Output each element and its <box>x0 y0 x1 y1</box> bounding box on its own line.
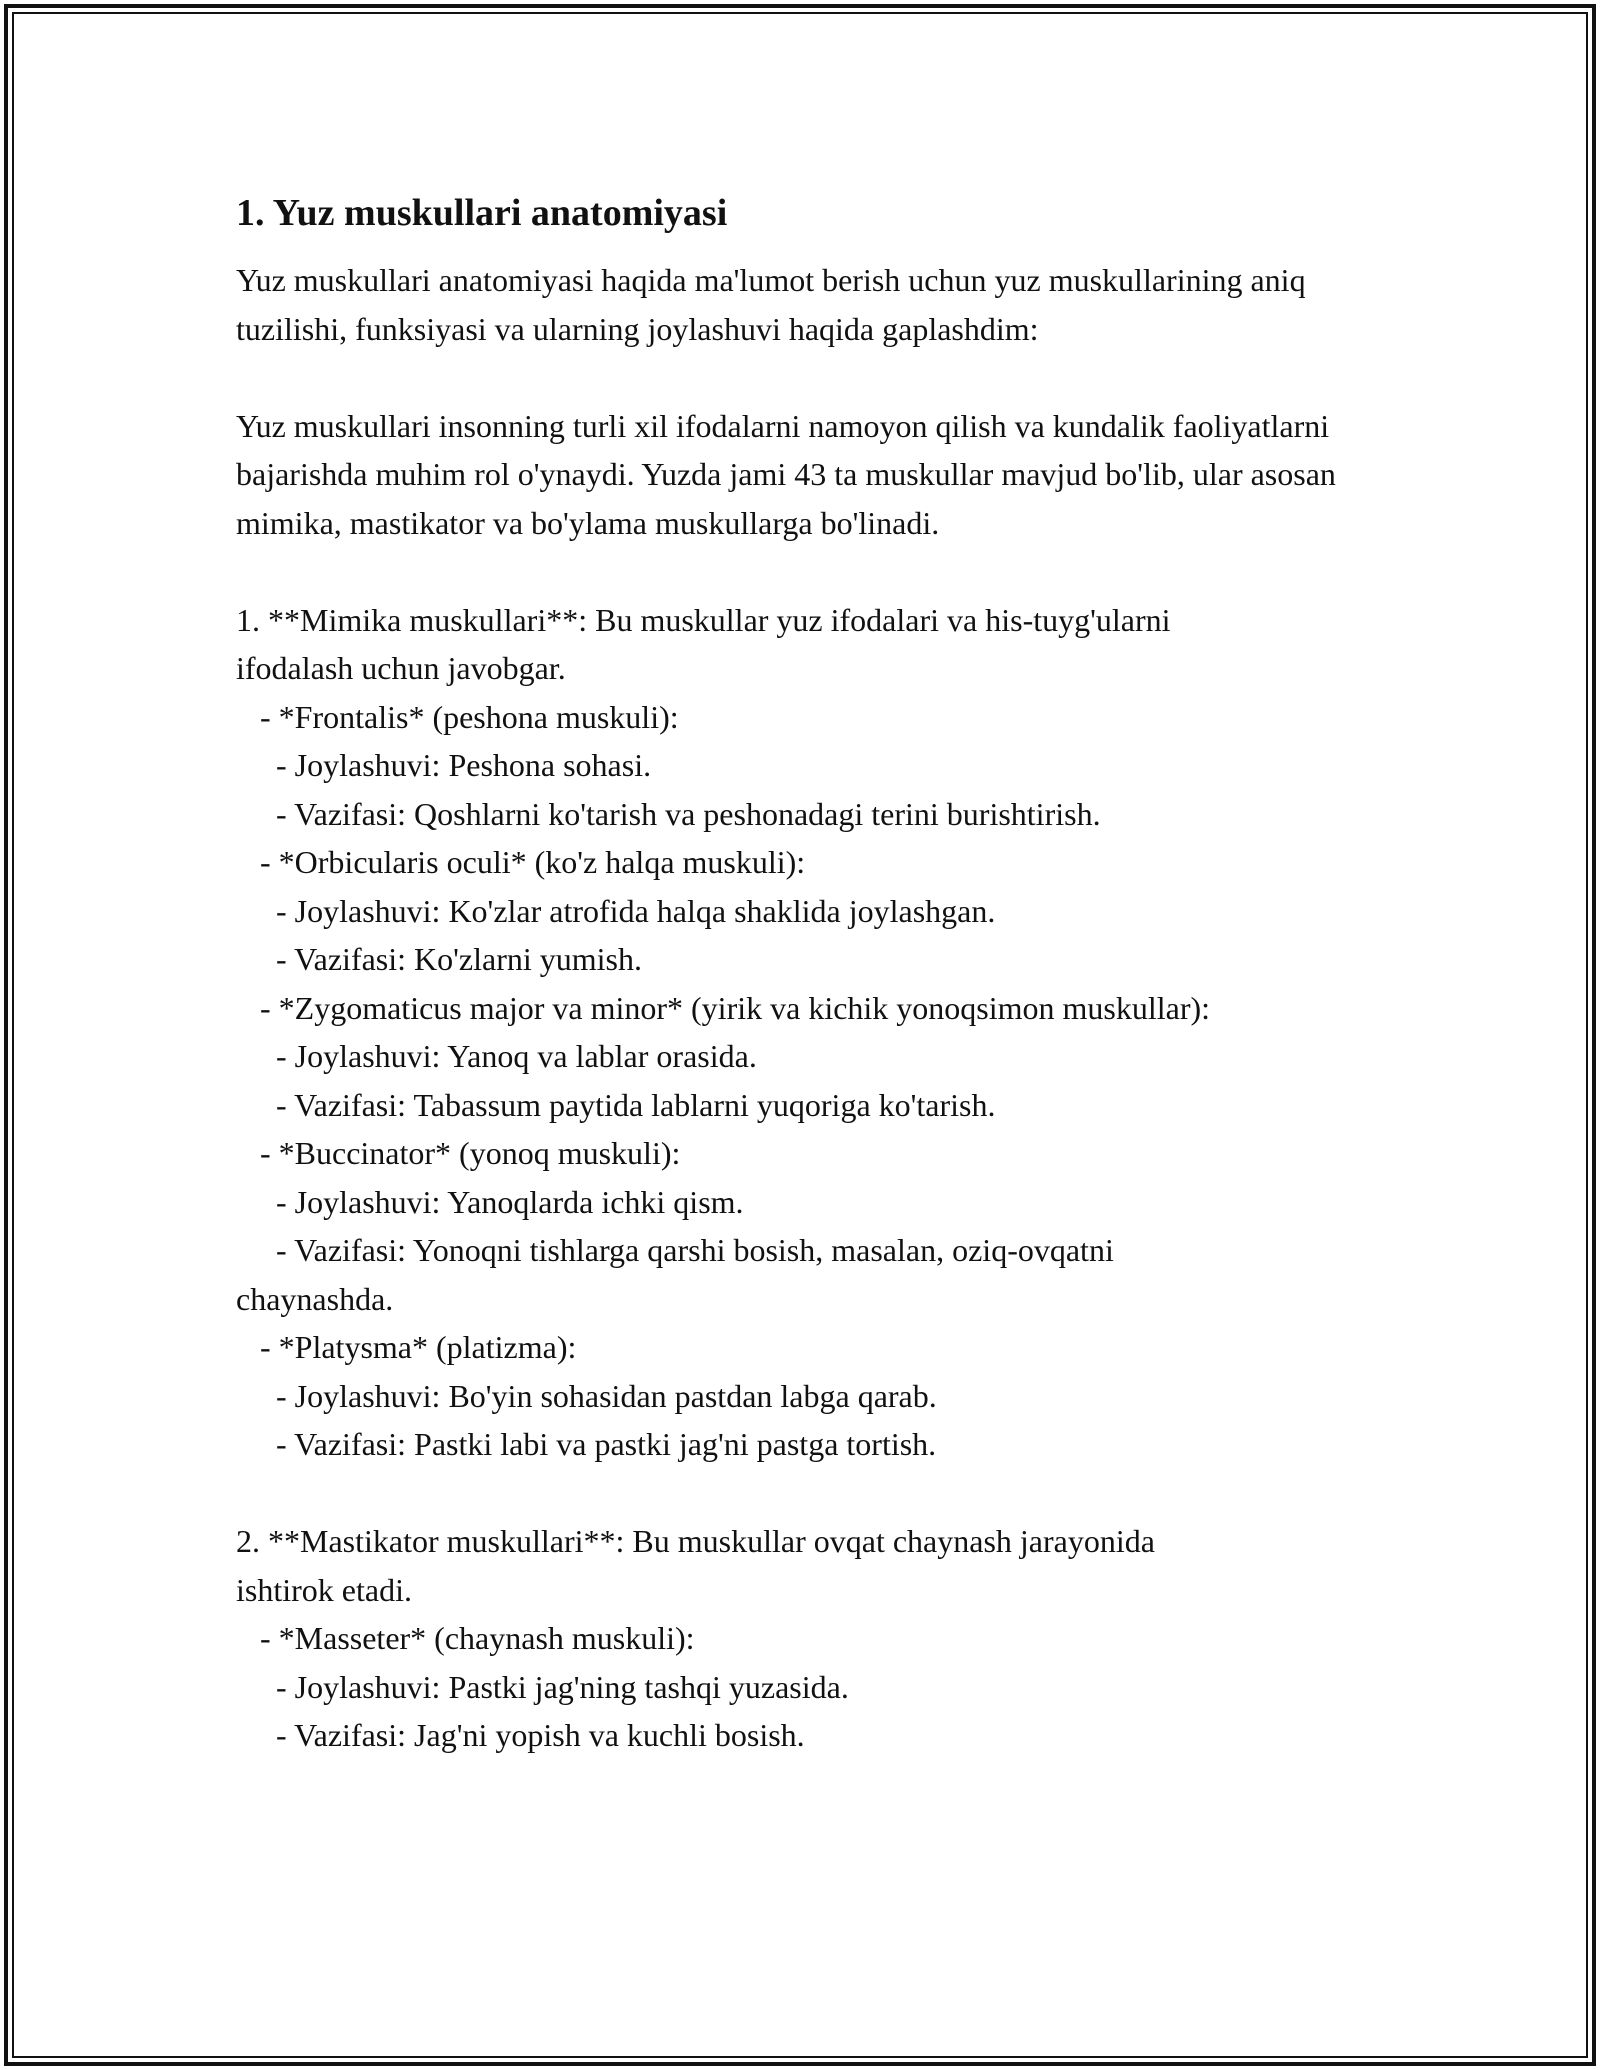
muscle-name: - *Masseter* (chaynash muskuli): <box>236 1620 695 1656</box>
section-mimika <box>236 596 1386 1469</box>
muscle-location: - Joylashuvi: Peshona sohasi. <box>236 747 652 783</box>
muscle-name: - *Frontalis* (peshona muskuli): <box>236 698 679 735</box>
section-heading-line: 1. **Mimika muskullari**: Bu muskullar yuz ifodalari va his-tuyg'ularni <box>236 601 1171 638</box>
document-page <box>236 188 1386 1760</box>
muscle-function: - Vazifasi: Qoshlarni ko'tarish va peshonadagi terini burishtirish. <box>236 795 1101 832</box>
muscle-name: - *Orbicularis oculi* (ko'z halqa muskuli): <box>236 844 806 880</box>
muscle-location: - Joylashuvi: Pastki jag'ning tashqi yuzasida. <box>236 1668 849 1705</box>
document-title: 1. Yuz muskullari anatomiyasi <box>236 192 728 234</box>
section-heading-line: ishtirok etadi. <box>236 1571 412 1608</box>
muscle-function: - Vazifasi: Tabassum paytida lablarni yuqoriga ko'tarish. <box>236 1086 996 1123</box>
section-mastikator <box>236 1517 1386 1760</box>
muscle-function: - Vazifasi: Ko'zlarni yumish. <box>236 941 642 977</box>
muscle-location: - Joylashuvi: Bo'yin sohasidan pastdan labga qarab. <box>236 1377 937 1414</box>
muscle-function: chaynashda. <box>236 1280 394 1317</box>
muscle-location: - Joylashuvi: Yanoq va lablar orasida. <box>236 1038 757 1074</box>
overview-paragraph: Yuz muskullari insonning turli xil ifodalarni namoyon qilish va kundalik faoliyatlarni bajarishda muhim rol o'ynaydi. Yuzda jami 43 ta muskullar mavjud bo'lib, ular asosan mimika, mastikator va bo'ylama muskullarga bo'linadi. <box>236 407 1336 541</box>
muscle-name: - *Buccinator* (yonoq muskuli): <box>236 1135 681 1171</box>
muscle-function: - Vazifasi: Pastki labi va pastki jag'ni pastga tortish. <box>236 1426 937 1462</box>
muscle-location: - Joylashuvi: Yanoqlarda ichki qism. <box>236 1183 744 1220</box>
section-heading-line: 2. **Mastikator muskullari**: Bu muskullar ovqat chaynash jarayonida <box>236 1523 1155 1559</box>
muscle-name: - *Zygomaticus major va minor* (yirik va kichik yonoqsimon muskullar): <box>236 989 1211 1026</box>
muscle-name: - *Platysma* (platizma): <box>236 1329 577 1365</box>
section-spacer <box>236 1469 1386 1518</box>
muscle-function: - Vazifasi: Jag'ni yopish va kuchli bosish. <box>236 1717 805 1753</box>
muscle-location: - Joylashuvi: Ko'zlar atrofida halqa shaklida joylashgan. <box>236 892 996 929</box>
intro-paragraph: Yuz muskullari anatomiyasi haqida ma'lumot berish uchun yuz muskullarining aniq tuzilishi, funksiyasi va ularning joylashuvi haqida gaplashdim: <box>236 262 1306 347</box>
section-heading-line: ifodalash uchun javobgar. <box>236 650 566 686</box>
muscle-function: - Vazifasi: Yonoqni tishlarga qarshi bosish, masalan, oziq-ovqatni <box>236 1232 1114 1268</box>
